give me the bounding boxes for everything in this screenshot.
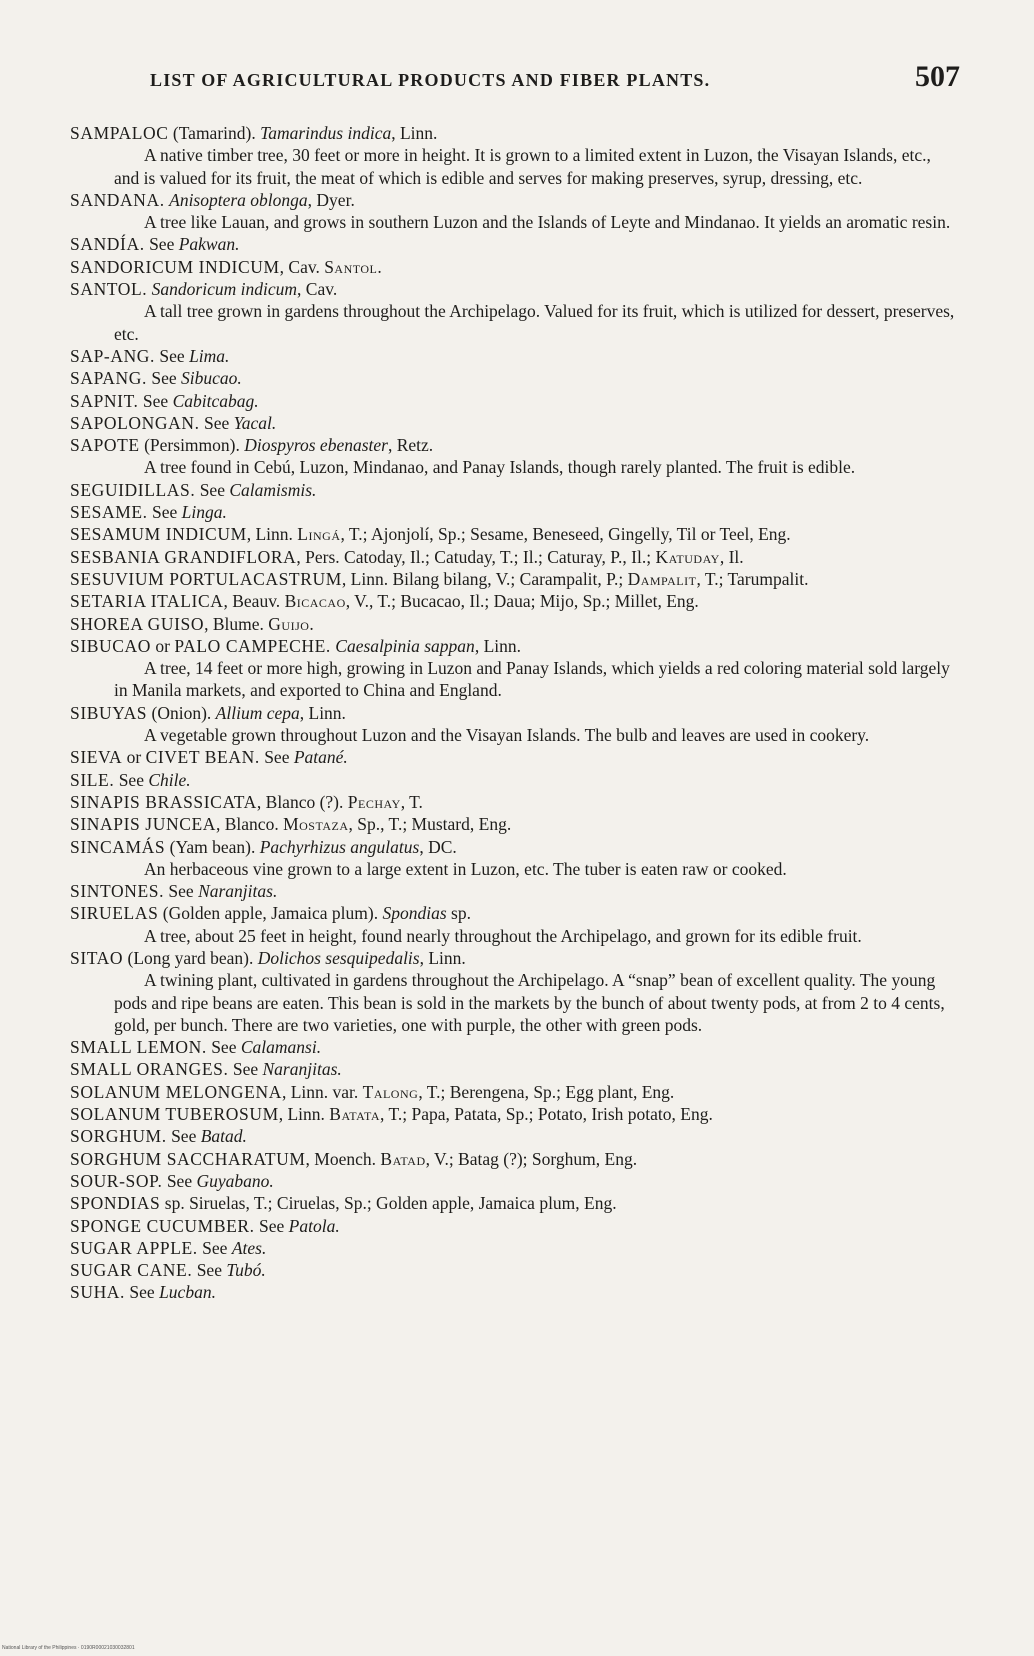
entry-text: or <box>151 635 175 656</box>
scientific-name: Linga. <box>181 502 227 523</box>
scientific-name: Naranjitas. <box>198 881 278 902</box>
entry-term: SINAPIS BRASSICATA <box>70 791 257 812</box>
entry-description: A tall tree grown in gardens throughout the Archipelago. Valued for its fruit, which is utilized for dessert, preserves, etc. <box>114 301 955 344</box>
entry-term: SHOREA GUISO <box>70 613 205 634</box>
entry-term: SPONGE CUCUMBER. <box>70 1215 255 1236</box>
glossary-entry <box>70 947 960 1036</box>
scientific-name: Yacal. <box>233 412 277 433</box>
glossary-entry <box>70 501 960 523</box>
entry-text: See <box>144 234 179 255</box>
vernacular-name: Bicacao <box>284 591 346 612</box>
glossary-entry <box>70 189 960 234</box>
entry-text: , Beauv. <box>223 591 285 612</box>
entry-term: SOLANUM MELONGENA <box>70 1081 282 1102</box>
entry-text: , Linn. Bilang bilang, V.; Carampalit, P.; <box>341 568 628 589</box>
vernacular-name: Batad <box>380 1148 426 1169</box>
entry-term: SOUR-SOP. <box>70 1170 163 1191</box>
glossary-entry <box>70 769 960 791</box>
entry-heading <box>70 278 960 300</box>
glossary-entry <box>70 233 960 255</box>
entry-heading <box>70 546 960 568</box>
vernacular-name: Dampalit <box>627 568 697 589</box>
glossary-entry <box>70 635 960 702</box>
entry-heading <box>70 1103 960 1125</box>
glossary-entry <box>70 256 960 278</box>
entry-text: , T.; Papa, Patata, Sp.; Potato, Irish potato, Eng. <box>380 1104 713 1125</box>
glossary-entry <box>70 1103 960 1125</box>
scientific-name: Anisoptera oblonga <box>169 189 308 210</box>
glossary-entry <box>70 613 960 635</box>
entry-term: SPONDIAS <box>70 1193 161 1214</box>
glossary-entry <box>70 813 960 835</box>
entry-description: A vegetable grown throughout Luzon and the Visayan Islands. The bulb and leaves are used in cookery. <box>144 725 870 746</box>
entry-text: , T.; Berengena, Sp.; Egg plant, Eng. <box>418 1081 675 1102</box>
entry-text: , Cav. <box>279 256 325 277</box>
entry-term: SAPOLONGAN. <box>70 412 200 433</box>
running-title: LIST OF AGRICULTURAL PRODUCTS AND FIBER PLANTS. <box>150 70 711 90</box>
entry-term: SINAPIS JUNCEA <box>70 814 216 835</box>
entry-term: SETARIA ITALICA <box>70 591 224 612</box>
entry-text: , Linn. <box>391 123 438 143</box>
scientific-name: Sandoricum indicum <box>151 279 298 300</box>
entry-term: SILE. <box>70 769 115 790</box>
entry-term: SESUVIUM PORTULACASTRUM <box>70 568 342 589</box>
entry-text: See <box>254 1215 289 1236</box>
entry-text: (Yam bean). <box>165 836 260 857</box>
entry-heading <box>70 1148 960 1170</box>
glossary-entry <box>70 1259 960 1281</box>
glossary-entry <box>70 1058 960 1080</box>
entry-heading <box>70 256 960 278</box>
entry-heading <box>70 836 960 858</box>
entry-text: , DC. <box>419 836 457 857</box>
entry-text: See <box>155 345 190 366</box>
entry-term: SIEVA <box>70 747 123 768</box>
entry-text: See <box>197 1237 232 1258</box>
glossary-entry <box>70 122 960 189</box>
scientific-name: Batad. <box>200 1126 247 1147</box>
scientific-name: Dolichos sesquipedalis <box>257 947 420 968</box>
scientific-name: Pachyrhizus angulatus <box>259 836 420 857</box>
entry-heading <box>70 1036 960 1058</box>
scan-credit: National Library of the Philippines · 0190R00021030032801 <box>2 1645 135 1651</box>
glossary-entry <box>70 345 960 367</box>
vernacular-name: Batata <box>329 1104 381 1125</box>
entry-term: SESAME. <box>70 502 148 523</box>
entry-term: SOLANUM TUBEROSUM <box>70 1104 279 1125</box>
entry-text: See <box>206 1037 241 1058</box>
entry-description: An herbaceous vine grown to a large extent in Luzon, etc. The tuber is eaten raw or cooked. <box>144 858 787 879</box>
entry-text: See <box>114 769 149 790</box>
entry-term: SANTOL. <box>70 279 148 300</box>
scientific-name: Pakwan. <box>178 234 240 255</box>
entry-text: , Cav. <box>297 279 338 300</box>
scientific-name: Sibucao. <box>181 368 242 389</box>
entry-heading <box>70 746 960 768</box>
entry-heading <box>70 813 960 835</box>
entry-text: , Linn. <box>299 702 346 723</box>
entry-text: (Golden apple, Jamaica plum). <box>158 903 383 924</box>
entry-heading <box>70 1170 960 1192</box>
glossary-entry <box>70 880 960 902</box>
entry-heading <box>70 1125 960 1147</box>
glossary-entry <box>70 434 960 479</box>
entry-list <box>70 122 960 1304</box>
entry-text: , V.; Batag (?); Sorghum, Eng. <box>425 1148 638 1169</box>
entry-term: SORGHUM. <box>70 1126 167 1147</box>
scientific-name: Naranjitas. <box>262 1059 342 1080</box>
entry-heading <box>70 523 960 545</box>
entry-heading <box>70 1259 960 1281</box>
entry-heading <box>70 791 960 813</box>
glossary-entry <box>70 1148 960 1170</box>
entry-description: A twining plant, cultivated in gardens throughout the Archipelago. A “snap” bean of excellent quality. The young pods and ripe beans are eaten. This bean is sold in the markets by the bunch of about twenty pods, at from 2 to 4 cents, gold, per bunch. There are two varieties, one with purple, the other with green pods. <box>114 970 945 1035</box>
entry-term: SAMPALOC <box>70 123 169 143</box>
entry-heading <box>70 947 960 969</box>
entry-term: SAP-ANG. <box>70 345 156 366</box>
scientific-name: Patané. <box>293 747 348 768</box>
entry-term: SAPANG. <box>70 368 147 389</box>
vernacular-name: Lingá <box>297 524 341 545</box>
entry-term: SANDÍA. <box>70 234 145 255</box>
vernacular-name: Katuday <box>655 546 720 567</box>
entry-description: A tree, about 25 feet in height, found nearly throughout the Archipelago, and grown for its edible fruit. <box>144 925 862 946</box>
scientific-name: Calamismis. <box>229 479 317 500</box>
entry-text: or <box>122 747 146 768</box>
scientific-name: Allium cepa <box>215 702 300 723</box>
entry-heading <box>70 1281 960 1303</box>
entry-text: See <box>164 881 199 902</box>
entry-term: SINTONES. <box>70 881 165 902</box>
glossary-entry <box>70 1170 960 1192</box>
glossary-entry <box>70 1125 960 1147</box>
entry-description: A tree, 14 feet or more high, growing in Luzon and Panay Islands, which yields a red coloring material sold largely in Manila markets, and exported to China and England. <box>114 658 950 701</box>
entry-text: See <box>228 1059 263 1080</box>
entry-text: See <box>138 390 173 411</box>
scientific-name: Chile. <box>148 769 191 790</box>
scientific-name: Calamansi. <box>240 1037 322 1058</box>
entry-term: SUGAR APPLE. <box>70 1237 198 1258</box>
entry-term: SIRUELAS <box>70 903 159 924</box>
glossary-entry <box>70 546 960 568</box>
scientific-name: Cabitcabag. <box>172 390 259 411</box>
vernacular-name: Santol. <box>324 256 383 277</box>
entry-heading <box>70 635 960 657</box>
glossary-entry <box>70 1237 960 1259</box>
entry-text: , Linn. <box>419 947 466 968</box>
glossary-entry <box>70 367 960 389</box>
entry-description: A tree like Lauan, and grows in southern Luzon and the Islands of Leyte and Mindanao. It yields an aromatic resin. <box>144 212 951 233</box>
entry-term: CIVET BEAN. <box>145 747 260 768</box>
entry-heading <box>70 390 960 412</box>
entry-text: , Moench. <box>305 1148 381 1169</box>
scientific-name: Tamarindus indica <box>260 123 392 143</box>
entry-text: See <box>259 747 294 768</box>
entry-term: SIBUYAS <box>70 702 148 723</box>
glossary-entry <box>70 1281 960 1303</box>
scientific-name: Diospyros ebenaster <box>244 435 388 456</box>
entry-text: See <box>195 479 230 500</box>
entry-heading <box>70 769 960 791</box>
entry-term: SINCAMÁS <box>70 836 166 857</box>
entry-term: SEGUIDILLAS. <box>70 479 196 500</box>
entry-text: See <box>199 412 234 433</box>
entry-text: (Tamarind). <box>168 123 261 143</box>
entry-text: , Linn. var. <box>281 1081 363 1102</box>
entry-heading <box>70 189 960 211</box>
entry-heading <box>70 1237 960 1259</box>
scientific-name: Caesalpinia sappan <box>335 635 475 656</box>
entry-term: SMALL ORANGES. <box>70 1059 229 1080</box>
entry-text: , Linn. <box>278 1104 330 1125</box>
entry-heading <box>70 479 960 501</box>
entry-text: , Pers. Catoday, Il.; Catuday, T.; Il.; Caturay, P., Il.; <box>296 546 656 567</box>
entry-text: See <box>162 1170 197 1191</box>
entry-text: sp. Siruelas, T.; Ciruelas, Sp.; Golden apple, Jamaica plum, Eng. <box>160 1193 617 1214</box>
entry-term: SORGHUM SACCHARATUM <box>70 1148 306 1169</box>
scientific-name: Guyabano. <box>196 1170 274 1191</box>
glossary-entry <box>70 278 960 345</box>
entry-heading <box>70 702 960 724</box>
glossary-entry <box>70 390 960 412</box>
vernacular-name: Mostaza <box>283 814 349 835</box>
glossary-entry <box>70 746 960 768</box>
vernacular-name: Talong <box>362 1081 419 1102</box>
page-number: 507 <box>915 60 960 93</box>
glossary-entry <box>70 1081 960 1103</box>
glossary-entry <box>70 568 960 590</box>
entry-heading <box>70 1192 960 1214</box>
entry-text: sp. <box>446 903 471 924</box>
entry-term: SUHA. <box>70 1282 126 1303</box>
entry-text: , Blanco. <box>216 814 284 835</box>
scientific-name: Ates. <box>231 1237 267 1258</box>
glossary-entry <box>70 836 960 881</box>
entry-text: , Il. <box>719 546 744 567</box>
glossary-entry <box>70 702 960 747</box>
glossary-entry <box>70 1215 960 1237</box>
entry-text: , T. <box>400 791 423 812</box>
entry-term: SIBUCAO <box>70 635 152 656</box>
entry-heading <box>70 233 960 255</box>
entry-heading <box>70 902 960 924</box>
glossary-entry <box>70 1036 960 1058</box>
entry-heading <box>70 434 960 456</box>
entry-text: (Persimmon). <box>139 435 245 456</box>
scientific-name: Lima. <box>189 345 230 366</box>
entry-heading <box>70 367 960 389</box>
entry-heading <box>70 613 960 635</box>
entry-text: , Sp., T.; Mustard, Eng. <box>348 814 512 835</box>
entry-heading <box>70 1081 960 1103</box>
entry-description: A tree found in Cebú, Luzon, Mindanao, and Panay Islands, though rarely planted. The fruit is edible. <box>144 457 856 478</box>
entry-term: SAPOTE <box>70 435 140 456</box>
entry-description: A native timber tree, 30 feet or more in height. It is grown to a limited extent in Luzon, the Visayan Islands, etc., and is valued for its fruit, the meat of which is edible and serves for making preserves, syrup, dressing, etc. <box>114 145 931 188</box>
entry-heading <box>70 412 960 434</box>
entry-text: , Retz. <box>387 435 434 456</box>
entry-term: SANDANA. <box>70 189 165 210</box>
entry-term: PALO CAMPECHE. <box>174 635 331 656</box>
glossary-entry <box>70 523 960 545</box>
entry-text: , Linn. <box>474 635 521 656</box>
entry-text: See <box>192 1260 227 1281</box>
entry-term: SANDORICUM INDICUM <box>70 256 280 277</box>
scientific-name: Tubó. <box>226 1260 266 1281</box>
entry-text: (Onion). <box>147 702 216 723</box>
entry-heading <box>70 880 960 902</box>
vernacular-name: Guijo. <box>268 613 315 634</box>
glossary-entry <box>70 791 960 813</box>
entry-text: See <box>166 1126 201 1147</box>
entry-heading <box>70 1215 960 1237</box>
page-header <box>150 58 960 98</box>
entry-heading <box>70 122 960 144</box>
entry-term: SESBANIA GRANDIFLORA <box>70 546 297 567</box>
entry-text: , Dyer. <box>307 189 355 210</box>
entry-term: SITAO <box>70 947 124 968</box>
entry-term: SAPNIT. <box>70 390 139 411</box>
entry-text: , T.; Ajonjolí, Sp.; Sesame, Beneseed, Gingelly, Til or Teel, Eng. <box>340 524 791 545</box>
entry-text: See <box>125 1282 160 1303</box>
glossary-entry <box>70 479 960 501</box>
entry-heading <box>70 590 960 612</box>
glossary-entry <box>70 590 960 612</box>
glossary-entry <box>70 1192 960 1214</box>
entry-text: , T.; Tarumpalit. <box>696 568 809 589</box>
entry-term: SESAMUM INDICUM <box>70 524 247 545</box>
entry-text: , Blanco (?). <box>256 791 348 812</box>
entry-heading <box>70 568 960 590</box>
entry-text: See <box>147 368 182 389</box>
entry-text: , Blume. <box>204 613 269 634</box>
entry-heading <box>70 345 960 367</box>
scientific-name: Spondias <box>382 903 447 924</box>
scientific-name: Lucban. <box>159 1282 216 1303</box>
entry-term: SUGAR CANE. <box>70 1260 193 1281</box>
glossary-entry <box>70 412 960 434</box>
entry-term: SMALL LEMON. <box>70 1037 207 1058</box>
entry-text: (Long yard bean). <box>123 947 258 968</box>
glossary-entry <box>70 902 960 947</box>
entry-text: , Linn. <box>246 524 298 545</box>
entry-text: , V., T.; Bucacao, Il.; Daua; Mijo, Sp.; Millet, Eng. <box>345 591 699 612</box>
entry-heading <box>70 1058 960 1080</box>
vernacular-name: Pechay <box>347 791 401 812</box>
entry-heading <box>70 501 960 523</box>
entry-text: See <box>147 502 182 523</box>
scientific-name: Patola. <box>288 1215 340 1236</box>
